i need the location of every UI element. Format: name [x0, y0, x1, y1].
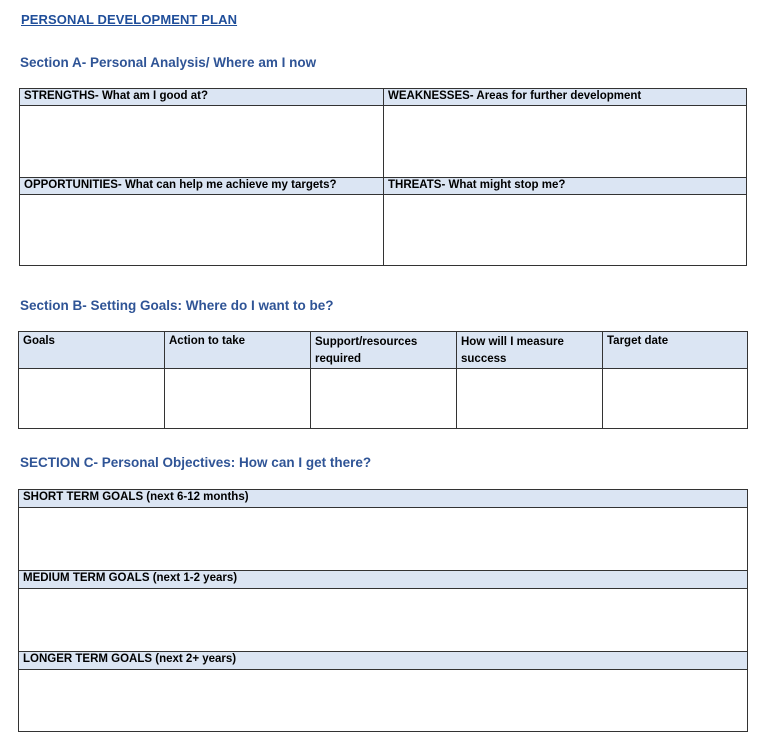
measure-cell[interactable] — [457, 369, 603, 429]
medium-term-goals-cell[interactable] — [19, 589, 748, 652]
goals-table — [18, 331, 748, 429]
strengths-header: STRENGTHS- What am I good at? — [20, 89, 384, 106]
section-a-heading: Section A- Personal Analysis/ Where am I now — [20, 55, 317, 70]
support-cell[interactable] — [311, 369, 457, 429]
short-term-goals-header: SHORT TERM GOALS (next 6-12 months) — [19, 490, 748, 508]
target-date-column-header: Target date — [603, 332, 748, 369]
opportunities-header: OPPORTUNITIES- What can help me achieve my targets? — [20, 178, 384, 195]
threats-header: THREATS- What might stop me? — [384, 178, 747, 195]
support-column-header: Support/resources required — [311, 332, 457, 369]
longer-term-goals-header: LONGER TERM GOALS (next 2+ years) — [19, 652, 748, 670]
opportunities-cell[interactable] — [20, 195, 384, 266]
weaknesses-header: WEAKNESSES- Areas for further development — [384, 89, 747, 106]
objectives-table — [18, 489, 748, 732]
short-term-goals-cell[interactable] — [19, 508, 748, 571]
swot-table — [19, 88, 747, 266]
goals-column-header: Goals — [19, 332, 165, 369]
strengths-cell[interactable] — [20, 106, 384, 178]
section-b-heading: Section B- Setting Goals: Where do I want to be? — [20, 298, 334, 313]
action-column-header: Action to take — [165, 332, 311, 369]
threats-cell[interactable] — [384, 195, 747, 266]
action-cell[interactable] — [165, 369, 311, 429]
section-c-heading: SECTION C- Personal Objectives: How can I get there? — [20, 455, 372, 470]
target-date-cell[interactable] — [603, 369, 748, 429]
weaknesses-cell[interactable] — [384, 106, 747, 178]
longer-term-goals-cell[interactable] — [19, 670, 748, 732]
goals-cell[interactable] — [19, 369, 165, 429]
page-title: PERSONAL DEVELOPMENT PLAN — [21, 12, 238, 27]
medium-term-goals-header: MEDIUM TERM GOALS (next 1-2 years) — [19, 571, 748, 589]
measure-column-header: How will I measure success — [457, 332, 603, 369]
